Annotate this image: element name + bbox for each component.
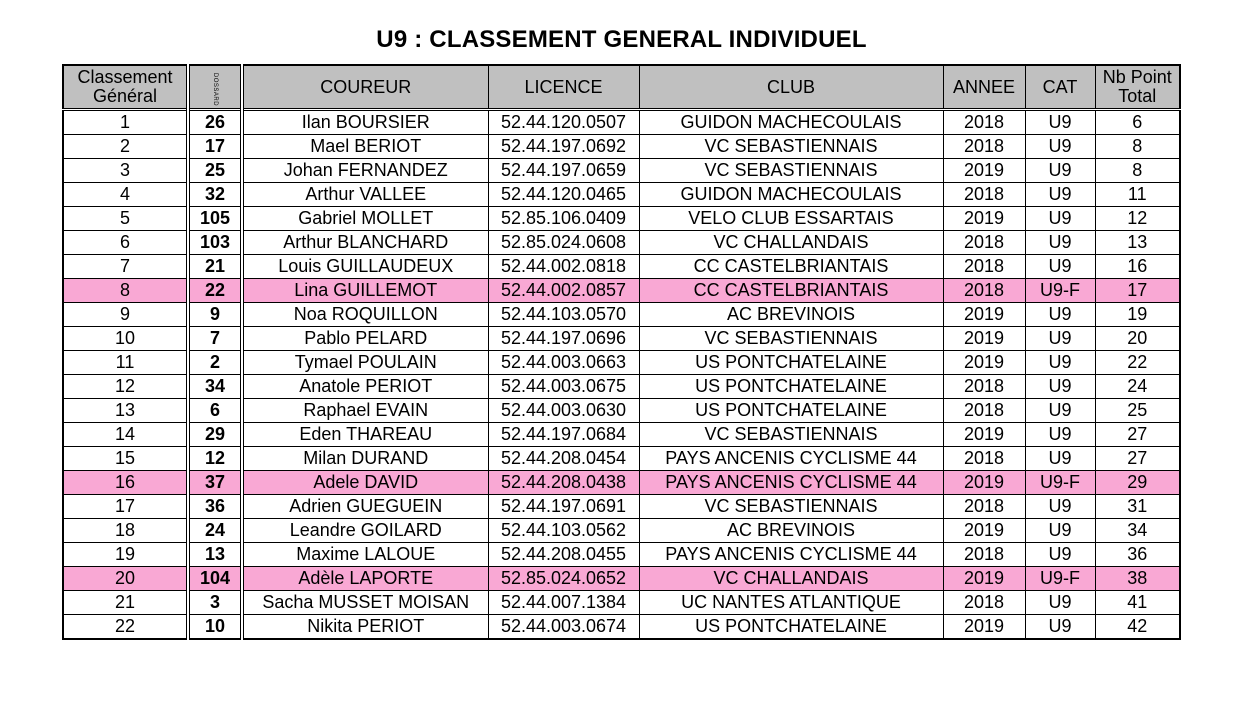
cell-cat: U9 bbox=[1025, 159, 1095, 183]
table-row bbox=[63, 495, 1180, 519]
cell-rider: Anatole PERIOT bbox=[242, 375, 488, 399]
cell-year: 2019 bbox=[943, 567, 1025, 591]
cell-rank: 15 bbox=[63, 447, 188, 471]
cell-rank: 2 bbox=[63, 135, 188, 159]
cell-year: 2018 bbox=[943, 110, 1025, 135]
cell-points: 27 bbox=[1095, 423, 1180, 447]
header-row bbox=[63, 65, 1180, 110]
cell-points: 13 bbox=[1095, 231, 1180, 255]
header-club: CLUB bbox=[639, 65, 943, 110]
cell-rider: Arthur BLANCHARD bbox=[242, 231, 488, 255]
header-cat: CAT bbox=[1025, 65, 1095, 110]
cell-club: VC CHALLANDAIS bbox=[639, 231, 943, 255]
cell-year: 2018 bbox=[943, 447, 1025, 471]
cell-licence: 52.44.003.0663 bbox=[488, 351, 639, 375]
cell-licence: 52.44.007.1384 bbox=[488, 591, 639, 615]
cell-rank: 3 bbox=[63, 159, 188, 183]
cell-rider: Milan DURAND bbox=[242, 447, 488, 471]
table-row bbox=[63, 231, 1180, 255]
cell-rider: Mael BERIOT bbox=[242, 135, 488, 159]
cell-points: 36 bbox=[1095, 543, 1180, 567]
cell-cat: U9 bbox=[1025, 231, 1095, 255]
cell-licence: 52.44.103.0562 bbox=[488, 519, 639, 543]
cell-rider: Arthur VALLEE bbox=[242, 183, 488, 207]
cell-licence: 52.44.002.0818 bbox=[488, 255, 639, 279]
cell-dossard: 32 bbox=[188, 183, 242, 207]
cell-dossard: 34 bbox=[188, 375, 242, 399]
cell-rider: Raphael EVAIN bbox=[242, 399, 488, 423]
cell-dossard: 29 bbox=[188, 423, 242, 447]
cell-dossard: 6 bbox=[188, 399, 242, 423]
table-row bbox=[63, 447, 1180, 471]
cell-dossard: 25 bbox=[188, 159, 242, 183]
cell-year: 2018 bbox=[943, 135, 1025, 159]
cell-dossard: 2 bbox=[188, 351, 242, 375]
cell-points: 17 bbox=[1095, 279, 1180, 303]
cell-year: 2018 bbox=[943, 591, 1025, 615]
cell-dossard: 9 bbox=[188, 303, 242, 327]
cell-rank: 5 bbox=[63, 207, 188, 231]
cell-cat: U9 bbox=[1025, 399, 1095, 423]
cell-licence: 52.44.197.0692 bbox=[488, 135, 639, 159]
cell-rider: Lina GUILLEMOT bbox=[242, 279, 488, 303]
cell-club: PAYS ANCENIS CYCLISME 44 bbox=[639, 471, 943, 495]
table-row bbox=[63, 423, 1180, 447]
table-row bbox=[63, 399, 1180, 423]
cell-cat: U9 bbox=[1025, 615, 1095, 640]
cell-club: GUIDON MACHECOULAIS bbox=[639, 183, 943, 207]
cell-rider: Johan FERNANDEZ bbox=[242, 159, 488, 183]
cell-rank: 11 bbox=[63, 351, 188, 375]
cell-year: 2019 bbox=[943, 207, 1025, 231]
cell-rank: 22 bbox=[63, 615, 188, 640]
cell-dossard: 36 bbox=[188, 495, 242, 519]
cell-club: AC BREVINOIS bbox=[639, 303, 943, 327]
cell-club: VELO CLUB ESSARTAIS bbox=[639, 207, 943, 231]
cell-club: US PONTCHATELAINE bbox=[639, 351, 943, 375]
cell-club: VC SEBASTIENNAIS bbox=[639, 135, 943, 159]
cell-licence: 52.44.003.0674 bbox=[488, 615, 639, 640]
cell-points: 8 bbox=[1095, 159, 1180, 183]
cell-club: AC BREVINOIS bbox=[639, 519, 943, 543]
cell-club: UC NANTES ATLANTIQUE bbox=[639, 591, 943, 615]
table-row bbox=[63, 327, 1180, 351]
cell-year: 2019 bbox=[943, 423, 1025, 447]
cell-dossard: 24 bbox=[188, 519, 242, 543]
header-rider: COUREUR bbox=[242, 65, 488, 110]
cell-rank: 20 bbox=[63, 567, 188, 591]
cell-year: 2018 bbox=[943, 399, 1025, 423]
table-row bbox=[63, 375, 1180, 399]
cell-club: CC CASTELBRIANTAIS bbox=[639, 255, 943, 279]
header-licence: LICENCE bbox=[488, 65, 639, 110]
cell-points: 34 bbox=[1095, 519, 1180, 543]
cell-cat: U9 bbox=[1025, 135, 1095, 159]
cell-points: 22 bbox=[1095, 351, 1180, 375]
table-row bbox=[63, 567, 1180, 591]
cell-rank: 18 bbox=[63, 519, 188, 543]
cell-rank: 17 bbox=[63, 495, 188, 519]
page-title: U9 : CLASSEMENT GENERAL INDIVIDUEL bbox=[376, 26, 867, 53]
cell-year: 2018 bbox=[943, 231, 1025, 255]
header-dossard bbox=[188, 65, 242, 110]
cell-rider: Louis GUILLAUDEUX bbox=[242, 255, 488, 279]
cell-year: 2019 bbox=[943, 471, 1025, 495]
cell-points: 8 bbox=[1095, 135, 1180, 159]
cell-points: 31 bbox=[1095, 495, 1180, 519]
table-row bbox=[63, 207, 1180, 231]
cell-year: 2019 bbox=[943, 519, 1025, 543]
cell-cat: U9 bbox=[1025, 351, 1095, 375]
cell-rank: 14 bbox=[63, 423, 188, 447]
cell-rank: 9 bbox=[63, 303, 188, 327]
cell-licence: 52.44.003.0675 bbox=[488, 375, 639, 399]
cell-rider: Adrien GUEGUEIN bbox=[242, 495, 488, 519]
cell-club: GUIDON MACHECOULAIS bbox=[639, 110, 943, 135]
cell-year: 2019 bbox=[943, 351, 1025, 375]
cell-year: 2018 bbox=[943, 543, 1025, 567]
cell-year: 2019 bbox=[943, 303, 1025, 327]
cell-rank: 7 bbox=[63, 255, 188, 279]
cell-licence: 52.44.197.0659 bbox=[488, 159, 639, 183]
cell-dossard: 22 bbox=[188, 279, 242, 303]
cell-rank: 8 bbox=[63, 279, 188, 303]
cell-points: 24 bbox=[1095, 375, 1180, 399]
cell-cat: U9 bbox=[1025, 375, 1095, 399]
cell-licence: 52.85.024.0652 bbox=[488, 567, 639, 591]
cell-dossard: 13 bbox=[188, 543, 242, 567]
cell-club: VC CHALLANDAIS bbox=[639, 567, 943, 591]
cell-rank: 13 bbox=[63, 399, 188, 423]
cell-cat: U9-F bbox=[1025, 279, 1095, 303]
cell-cat: U9-F bbox=[1025, 471, 1095, 495]
header-year: ANNEE bbox=[943, 65, 1025, 110]
cell-licence: 52.44.197.0696 bbox=[488, 327, 639, 351]
cell-licence: 52.85.024.0608 bbox=[488, 231, 639, 255]
cell-rank: 1 bbox=[63, 110, 188, 135]
cell-dossard: 10 bbox=[188, 615, 242, 640]
header-rank: Classement Général bbox=[63, 65, 188, 110]
cell-club: VC SEBASTIENNAIS bbox=[639, 423, 943, 447]
cell-club: PAYS ANCENIS CYCLISME 44 bbox=[639, 543, 943, 567]
table-row bbox=[63, 255, 1180, 279]
header-points: Nb Point Total bbox=[1095, 65, 1180, 110]
cell-points: 29 bbox=[1095, 471, 1180, 495]
cell-rank: 6 bbox=[63, 231, 188, 255]
table-row bbox=[63, 543, 1180, 567]
cell-rider: Noa ROQUILLON bbox=[242, 303, 488, 327]
cell-club: PAYS ANCENIS CYCLISME 44 bbox=[639, 447, 943, 471]
cell-cat: U9 bbox=[1025, 543, 1095, 567]
cell-dossard: 21 bbox=[188, 255, 242, 279]
cell-dossard: 26 bbox=[188, 110, 242, 135]
cell-club: US PONTCHATELAINE bbox=[639, 615, 943, 640]
cell-club: US PONTCHATELAINE bbox=[639, 399, 943, 423]
cell-cat: U9 bbox=[1025, 303, 1095, 327]
cell-rider: Maxime LALOUE bbox=[242, 543, 488, 567]
table-row bbox=[63, 591, 1180, 615]
cell-points: 6 bbox=[1095, 110, 1180, 135]
cell-cat: U9 bbox=[1025, 327, 1095, 351]
cell-cat: U9 bbox=[1025, 183, 1095, 207]
cell-rank: 21 bbox=[63, 591, 188, 615]
cell-dossard: 37 bbox=[188, 471, 242, 495]
cell-club: VC SEBASTIENNAIS bbox=[639, 159, 943, 183]
cell-points: 19 bbox=[1095, 303, 1180, 327]
cell-club: US PONTCHATELAINE bbox=[639, 375, 943, 399]
cell-rank: 4 bbox=[63, 183, 188, 207]
cell-cat: U9 bbox=[1025, 110, 1095, 135]
cell-points: 27 bbox=[1095, 447, 1180, 471]
cell-cat: U9-F bbox=[1025, 567, 1095, 591]
cell-dossard: 17 bbox=[188, 135, 242, 159]
cell-points: 20 bbox=[1095, 327, 1180, 351]
cell-points: 25 bbox=[1095, 399, 1180, 423]
table-row bbox=[63, 135, 1180, 159]
cell-rider: Adèle LAPORTE bbox=[242, 567, 488, 591]
table-row bbox=[63, 110, 1180, 135]
cell-rider: Eden THAREAU bbox=[242, 423, 488, 447]
table-row bbox=[63, 183, 1180, 207]
cell-rider: Ilan BOURSIER bbox=[242, 110, 488, 135]
cell-cat: U9 bbox=[1025, 519, 1095, 543]
cell-licence: 52.44.208.0438 bbox=[488, 471, 639, 495]
cell-licence: 52.44.197.0684 bbox=[488, 423, 639, 447]
cell-club: VC SEBASTIENNAIS bbox=[639, 327, 943, 351]
cell-cat: U9 bbox=[1025, 207, 1095, 231]
cell-rank: 12 bbox=[63, 375, 188, 399]
cell-licence: 52.44.197.0691 bbox=[488, 495, 639, 519]
table-row bbox=[63, 303, 1180, 327]
cell-rider: Adele DAVID bbox=[242, 471, 488, 495]
cell-year: 2019 bbox=[943, 159, 1025, 183]
cell-rider: Sacha MUSSET MOISAN bbox=[242, 591, 488, 615]
cell-club: CC CASTELBRIANTAIS bbox=[639, 279, 943, 303]
header-dossard-label: DOSSARD bbox=[212, 72, 219, 107]
cell-year: 2018 bbox=[943, 495, 1025, 519]
cell-rider: Pablo PELARD bbox=[242, 327, 488, 351]
cell-licence: 52.44.120.0507 bbox=[488, 110, 639, 135]
cell-dossard: 103 bbox=[188, 231, 242, 255]
cell-dossard: 3 bbox=[188, 591, 242, 615]
cell-cat: U9 bbox=[1025, 423, 1095, 447]
cell-dossard: 104 bbox=[188, 567, 242, 591]
cell-licence: 52.44.208.0455 bbox=[488, 543, 639, 567]
cell-rank: 10 bbox=[63, 327, 188, 351]
cell-licence: 52.44.103.0570 bbox=[488, 303, 639, 327]
cell-year: 2018 bbox=[943, 255, 1025, 279]
cell-points: 38 bbox=[1095, 567, 1180, 591]
cell-points: 16 bbox=[1095, 255, 1180, 279]
cell-licence: 52.44.002.0857 bbox=[488, 279, 639, 303]
cell-points: 12 bbox=[1095, 207, 1180, 231]
cell-club: VC SEBASTIENNAIS bbox=[639, 495, 943, 519]
cell-cat: U9 bbox=[1025, 255, 1095, 279]
cell-licence: 52.44.003.0630 bbox=[488, 399, 639, 423]
cell-licence: 52.44.120.0465 bbox=[488, 183, 639, 207]
cell-rank: 19 bbox=[63, 543, 188, 567]
cell-cat: U9 bbox=[1025, 447, 1095, 471]
table-row bbox=[63, 615, 1180, 640]
cell-dossard: 7 bbox=[188, 327, 242, 351]
cell-points: 11 bbox=[1095, 183, 1180, 207]
cell-points: 41 bbox=[1095, 591, 1180, 615]
table-row bbox=[63, 519, 1180, 543]
cell-rider: Leandre GOILARD bbox=[242, 519, 488, 543]
cell-year: 2018 bbox=[943, 183, 1025, 207]
table-row bbox=[63, 159, 1180, 183]
cell-year: 2018 bbox=[943, 375, 1025, 399]
cell-year: 2018 bbox=[943, 279, 1025, 303]
table-row bbox=[63, 279, 1180, 303]
cell-cat: U9 bbox=[1025, 591, 1095, 615]
cell-rider: Gabriel MOLLET bbox=[242, 207, 488, 231]
results-table bbox=[62, 64, 1181, 640]
cell-year: 2019 bbox=[943, 615, 1025, 640]
cell-rider: Nikita PERIOT bbox=[242, 615, 488, 640]
table-row bbox=[63, 351, 1180, 375]
cell-licence: 52.85.106.0409 bbox=[488, 207, 639, 231]
cell-year: 2019 bbox=[943, 327, 1025, 351]
cell-dossard: 105 bbox=[188, 207, 242, 231]
cell-points: 42 bbox=[1095, 615, 1180, 640]
cell-licence: 52.44.208.0454 bbox=[488, 447, 639, 471]
cell-cat: U9 bbox=[1025, 495, 1095, 519]
cell-rider: Tymael POULAIN bbox=[242, 351, 488, 375]
cell-rank: 16 bbox=[63, 471, 188, 495]
table-row bbox=[63, 471, 1180, 495]
cell-dossard: 12 bbox=[188, 447, 242, 471]
